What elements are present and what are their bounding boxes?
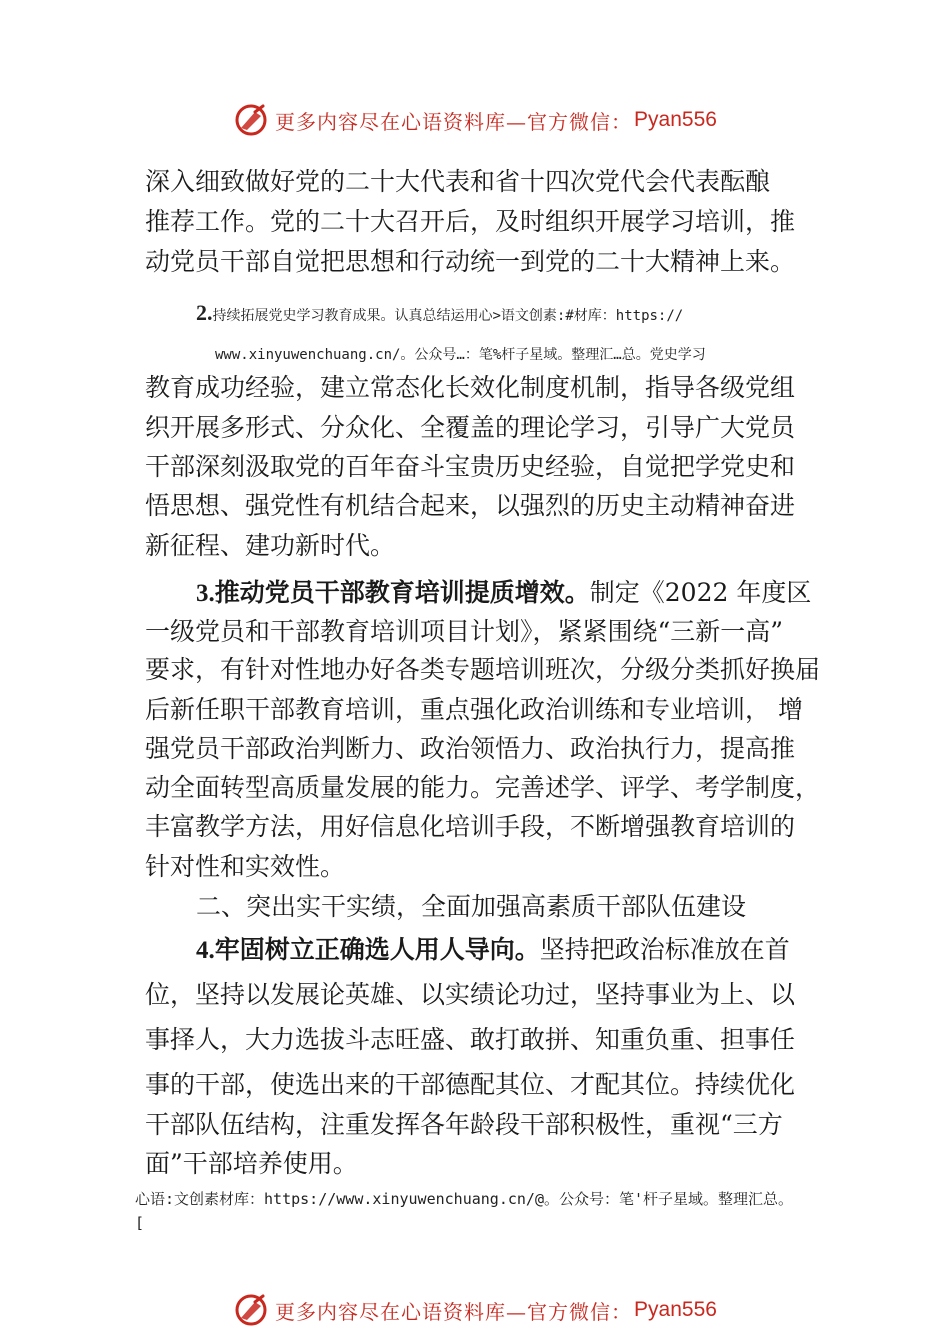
- body-line: 后新任职干部教育培训，重点强化政治训练和专业培训， 增: [145, 695, 803, 724]
- body-line: 针对性和实效性。: [145, 852, 346, 881]
- section-2-heading: 二、突出实干实绩，全面加强高素质干部队伍建设: [196, 892, 747, 921]
- body-line: 干部队伍结构，注重发挥各年龄段干部积极性，重视“三方: [145, 1110, 783, 1139]
- body-line: 动全面转型高质量发展的能力。完善述学、评学、考学制度，: [145, 773, 821, 802]
- body-line: 事的干部，使选出来的干部德配其位、才配其位。持续优化: [145, 1070, 796, 1099]
- body-line: 丰富教学方法，用好信息化培训手段，不断增强教育培训的: [145, 812, 796, 841]
- banner-text: 更多内容尽在心语资料库—官方微信：: [275, 109, 633, 134]
- banner-text: 更多内容尽在心语资料库—官方微信：: [275, 1299, 633, 1324]
- watermark-url-line: www.xinyuwenchuang.cn/。公众号…：笔%杆子星域。整理汇…总。党史学习: [215, 347, 706, 363]
- item-3-number: 3.: [196, 580, 215, 607]
- item-3-text: 制定《2022 年度区: [589, 578, 812, 607]
- item-4-title: 牢固树立正确选人用人导向。: [214, 935, 540, 964]
- body-line: 动党员干部自觉把思想和行动统一到党的二十大精神上来。: [145, 247, 796, 276]
- banner-wechat-id: Pyan556: [634, 108, 717, 131]
- item-4-heading-line: [196, 934, 790, 967]
- body-line: 事择人，大力选拔斗志旺盛、敢打敢拼、知重负重、担事任: [145, 1025, 796, 1054]
- body-line: 新征程、建功新时代。: [145, 531, 396, 560]
- item-3-heading-line: [196, 577, 811, 610]
- item-2-text: 持续拓展党史学习教育成果。认真总结运用心>语文创素:#材库：https://: [212, 308, 684, 324]
- body-line: 推荐工作。党的二十大召开后，及时组织开展学习培训，推: [145, 207, 796, 236]
- item-3-title: 推动党员干部教育培训提质增效。: [214, 578, 590, 607]
- body-line: 深入细致做好党的二十大代表和省十四次党代会代表酝酿: [145, 167, 771, 196]
- brush-logo-icon: [233, 102, 269, 138]
- footer-watermark-line: 心语:文创素材库：https://www.xinyuwenchuang.cn/@。公众号：笔'杆子星域。整理汇总。: [135, 1190, 794, 1208]
- body-line: 干部深刻汲取党的百年奋斗宝贵历史经验，自觉把学党史和: [145, 452, 796, 481]
- body-line: 一级党员和干部教育培训项目计划》，紧紧围绕“三新一高”: [145, 617, 784, 646]
- body-line: 悟思想、强党性有机结合起来，以强烈的历史主动精神奋进: [145, 491, 796, 520]
- item-4-text: 坚持把政治标准放在首: [539, 935, 790, 964]
- body-line: 强党员干部政治判断力、政治领悟力、政治执行力，提高推: [145, 734, 796, 763]
- item-4-number: 4.: [196, 937, 215, 964]
- header-watermark-banner: [0, 100, 950, 140]
- item-2-number: 2.: [196, 300, 213, 325]
- body-line: 织开展多形式、分众化、全覆盖的理论学习，引导广大党员: [145, 413, 796, 442]
- banner-wechat-id: Pyan556: [634, 1298, 717, 1321]
- body-line: 位，坚持以发展论英雄、以实绩论功过，坚持事业为上、以: [145, 980, 796, 1009]
- item-2-line: [196, 300, 683, 326]
- body-line: 要求，有针对性地办好各类专题培训班次，分级分类抓好换届: [145, 655, 821, 684]
- stray-bracket: [: [135, 1214, 145, 1232]
- body-line: 教育成功经验，建立常态化长效化制度机制，指导各级党组: [145, 373, 796, 402]
- body-line: 面”干部培养使用。: [145, 1149, 358, 1178]
- footer-watermark-banner: [0, 1290, 950, 1330]
- brush-logo-icon: [233, 1292, 269, 1328]
